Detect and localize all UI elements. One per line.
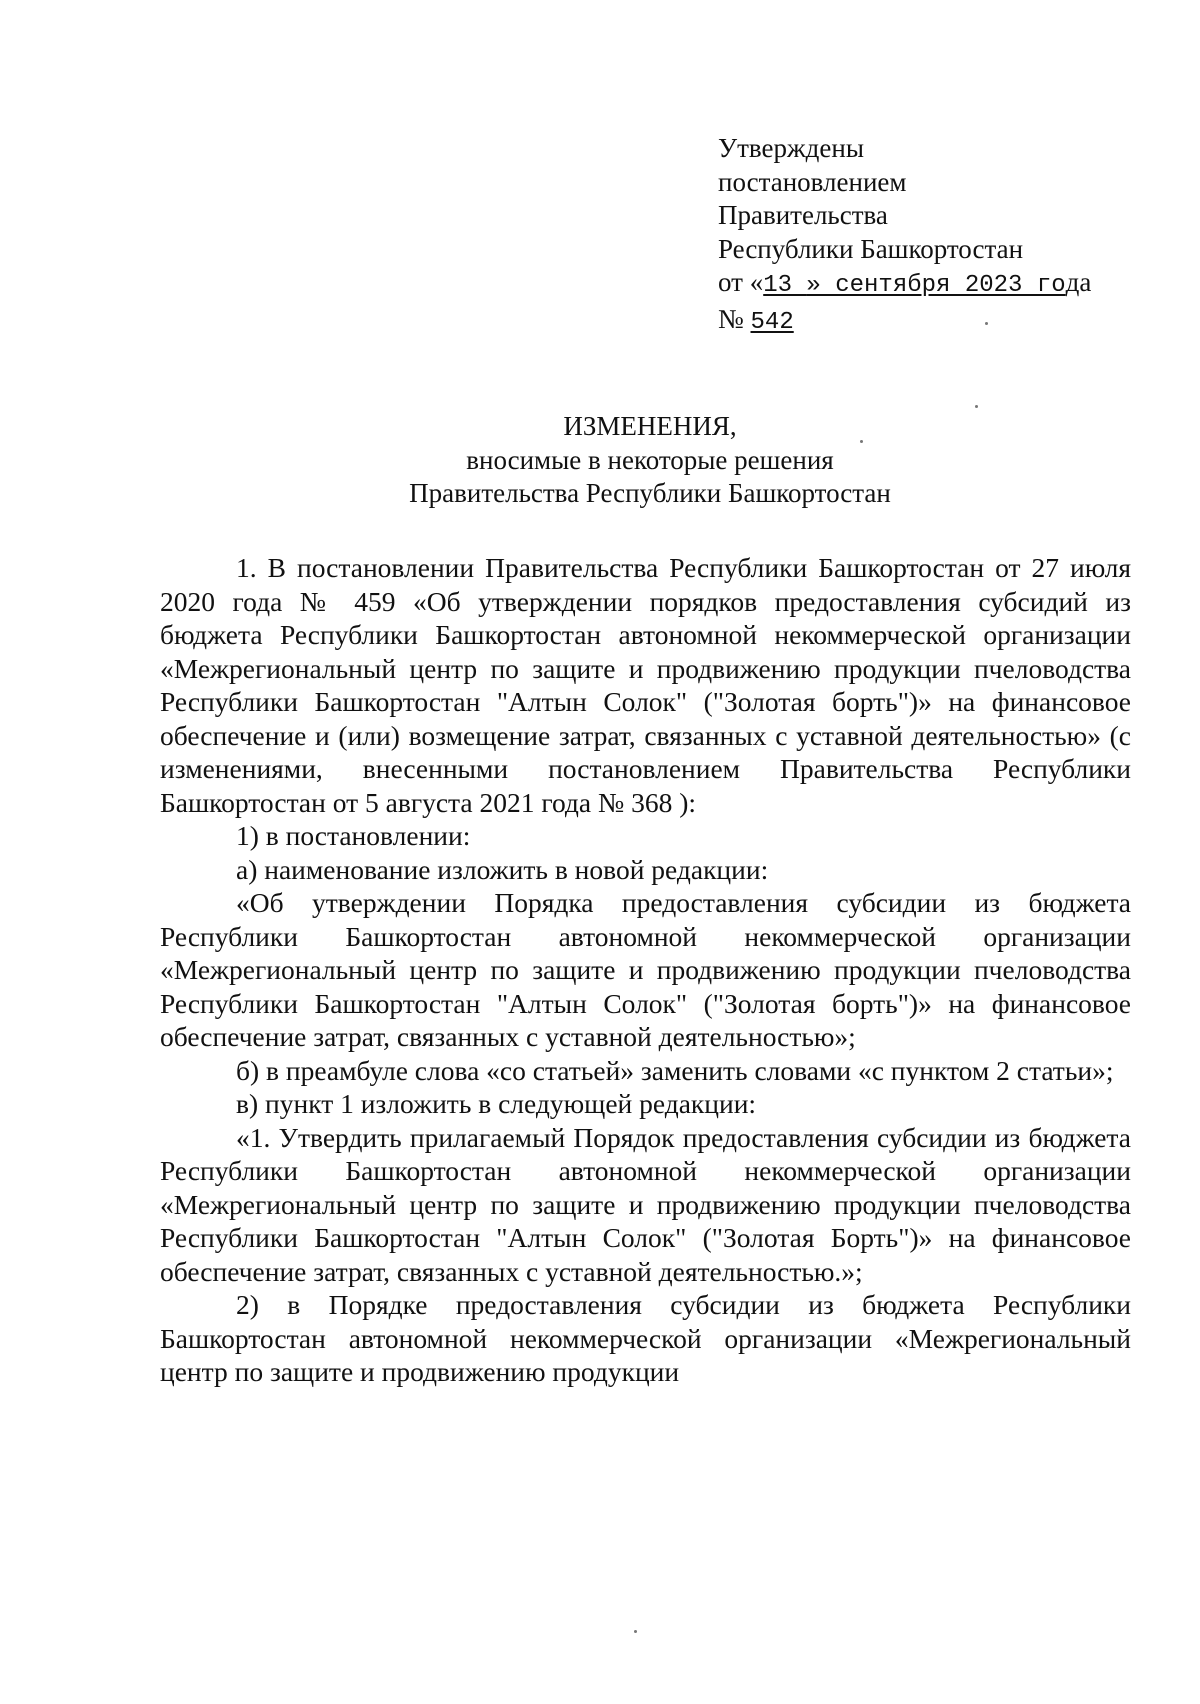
scan-speck [975,405,978,408]
approval-date-month-year: » сентября 2023 го [806,272,1066,299]
paragraph-subitem-1: 1) в постановлении: [236,820,471,851]
approval-date-prefix: от « [718,267,764,297]
scan-speck [985,322,988,325]
approval-line-republic: Республики Башкортостан [718,233,1024,264]
approval-number [718,303,1138,340]
scan-speck [634,1630,637,1633]
document-body [160,551,1131,1389]
paragraph-subitem-a: а) наименование изложить в новой редакции: [236,853,769,885]
paragraph-subitem-2: 2) в Порядке предоставления субсидии из бюджета Республики Башкортостан автономной некоммерческой организации «Межрегиональный центр по защите и продвижению продукции [160,1289,1131,1387]
approval-stamp [718,132,1138,339]
document-subtitle-line1: вносимые в некоторые решения [466,444,834,475]
document-heading [160,410,1140,511]
approval-line-government: Правительства [718,200,888,230]
approval-line-approved: Утверждены [718,133,864,163]
approval-line-resolution: постановлением [718,166,907,197]
approval-number-value: 542 [750,308,794,336]
approval-date-suffix: да [1065,267,1092,297]
approval-date [718,266,1138,303]
paragraph-new-title: «Об утверждении Порядка предоставления субсидии из бюджета Республики Башкортостан автономной некоммерческой организации «Межрегиональный центр по защите и продвижению продукции пчеловодства Республики Башкортостан "Алтын Солок" ("Золотая борть")» на финансовое обеспечение затрат, связанных с уставной деятельностью»; [160,887,1131,1052]
approval-number-prefix: № [718,303,751,334]
paragraph-subitem-v: в) пункт 1 изложить в следующей редакции: [236,1088,757,1119]
paragraph-item-1: 1. В постановлении Правительства Республики Башкортостан от 27 июля 2020 года № 459 «Об утверждении порядков предоставления субсидий из бюджета Республики Башкортостан автономной некоммерческой организации «Межрегиональный центр по защите и продвижению продукции пчеловодства Республики Башкортостан "Алтын Солок" ("Золотая борть")» на финансовое обеспечение и (или) возмещение затрат, связанных с уставной деятельностью» (с изменениями, внесенными постановлением Правительства Республики Башкортостан от 5 августа 2021 года № 368 ): [160,552,1131,818]
approval-date-day: 13 [763,272,807,299]
paragraph-new-point-1: «1. Утвердить прилагаемый Порядок предоставления субсидии из бюджета Республики Башкортостан автономной некоммерческой организации «Межрегиональный центр по защите и продвижению продукции пчеловодства Республики Башкортостан "Алтын Солок" ("Золотая Борть")» на финансовое обеспечение затрат, связанных с уставной деятельностью.»; [160,1121,1131,1287]
scan-speck [860,440,863,443]
document-title: ИЗМЕНЕНИЯ, [563,411,737,441]
document-subtitle-line2: Правительства Республики Башкортостан [409,478,891,508]
paragraph-subitem-b: б) в преамбуле слова «со статьей» заменить словами «с пунктом 2 статьи»; [236,1054,1114,1086]
